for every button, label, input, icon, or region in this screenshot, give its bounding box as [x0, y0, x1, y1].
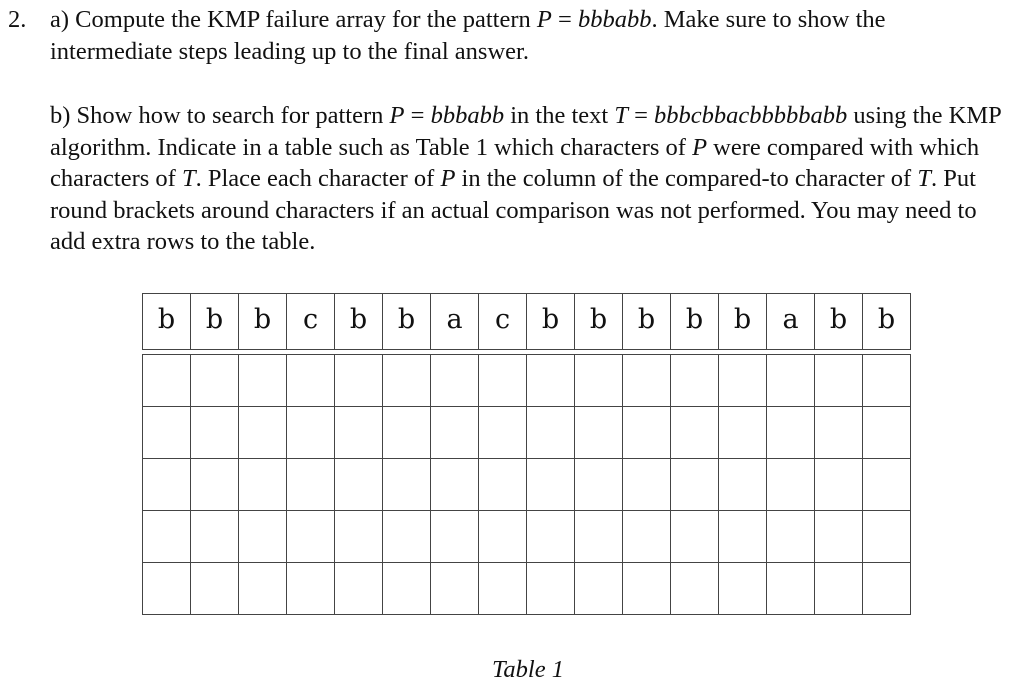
comparison-cell[interactable]: [143, 563, 191, 615]
comparison-cell[interactable]: [671, 355, 719, 407]
comparison-cell[interactable]: [239, 563, 287, 615]
comparison-cell[interactable]: [623, 407, 671, 459]
comparison-row: [143, 459, 911, 511]
comparison-cell[interactable]: [575, 355, 623, 407]
comparison-cell[interactable]: [719, 407, 767, 459]
comparison-cell[interactable]: [863, 459, 911, 511]
comparison-cell[interactable]: [191, 459, 239, 511]
comparison-row: [143, 355, 911, 407]
part-b: [50, 100, 1014, 258]
part-b-text-7: . Put round brackets around characters if an actual comparison was not performed. You may need to add extra rows to the table.: [50, 165, 977, 255]
comparison-cell[interactable]: [335, 407, 383, 459]
kmp-comparison-table: [142, 293, 911, 615]
comparison-cell[interactable]: [767, 355, 815, 407]
comparison-cell[interactable]: [431, 563, 479, 615]
comparison-cell[interactable]: [575, 563, 623, 615]
text-char-cell: b: [383, 294, 431, 350]
comparison-cell[interactable]: [431, 355, 479, 407]
part-b-pattern: bbbabb: [430, 102, 505, 129]
table-caption: Table 1: [492, 656, 564, 683]
comparison-cell[interactable]: [431, 459, 479, 511]
part-b-label: b): [50, 102, 71, 129]
part-b-p-ref-1: P: [692, 133, 708, 161]
text-char-cell: a: [767, 294, 815, 350]
question-2: [8, 4, 1014, 258]
comparison-cell[interactable]: [671, 407, 719, 459]
comparison-cell[interactable]: [335, 563, 383, 615]
comparison-cell[interactable]: [287, 563, 335, 615]
part-a-text-2: . Make sure to show the intermediate steps leading up to the final answer.: [50, 6, 886, 65]
comparison-cell[interactable]: [143, 459, 191, 511]
comparison-cell[interactable]: [239, 355, 287, 407]
comparison-cell[interactable]: [767, 407, 815, 459]
comparison-cell[interactable]: [479, 511, 527, 563]
comparison-cell[interactable]: [719, 511, 767, 563]
comparison-cell[interactable]: [527, 459, 575, 511]
comparison-cell[interactable]: [239, 407, 287, 459]
comparison-cell[interactable]: [719, 563, 767, 615]
comparison-cell[interactable]: [527, 355, 575, 407]
part-b-text-6: in the column of the compared-to character of: [455, 165, 918, 192]
comparison-cell[interactable]: [239, 511, 287, 563]
part-b-t-ref-2: T: [917, 165, 931, 192]
part-a-equals: =: [551, 6, 578, 33]
comparison-cell[interactable]: [815, 511, 863, 563]
comparison-cell[interactable]: [767, 563, 815, 615]
part-b-p-ref-2: P: [440, 165, 456, 192]
comparison-cell[interactable]: [191, 407, 239, 459]
comparison-cell[interactable]: [671, 563, 719, 615]
text-char-cell: b: [719, 294, 767, 350]
comparison-cell[interactable]: [143, 511, 191, 563]
comparison-cell[interactable]: [383, 407, 431, 459]
comparison-cell[interactable]: [527, 407, 575, 459]
comparison-cell[interactable]: [863, 511, 911, 563]
text-char-cell: a: [431, 294, 479, 350]
comparison-cell[interactable]: [287, 407, 335, 459]
text-char-cell: b: [527, 294, 575, 350]
part-b-text-4: were compared with which characters of: [50, 133, 980, 192]
kmp-table-body: [143, 294, 911, 615]
part-a-label: a): [50, 6, 70, 33]
comparison-cell[interactable]: [479, 563, 527, 615]
text-char-cell: b: [815, 294, 863, 350]
comparison-cell[interactable]: [191, 563, 239, 615]
text-char-cell: b: [191, 294, 239, 350]
comparison-cell[interactable]: [527, 511, 575, 563]
comparison-cell[interactable]: [431, 407, 479, 459]
text-row: [143, 294, 911, 350]
comparison-cell[interactable]: [815, 563, 863, 615]
question-number: 2.: [8, 6, 27, 33]
text-char-cell: c: [287, 294, 335, 350]
comparison-cell[interactable]: [287, 511, 335, 563]
part-a: [8, 4, 1014, 67]
comparison-cell[interactable]: [287, 459, 335, 511]
comparison-cell[interactable]: [383, 355, 431, 407]
comparison-cell[interactable]: [671, 511, 719, 563]
comparison-row: [143, 511, 911, 563]
text-char-cell: b: [335, 294, 383, 350]
comparison-cell[interactable]: [719, 355, 767, 407]
comparison-cell[interactable]: [815, 459, 863, 511]
part-a-pattern-var: P: [536, 6, 552, 33]
comparison-row: [143, 407, 911, 459]
text-char-cell: b: [239, 294, 287, 350]
comparison-cell[interactable]: [623, 355, 671, 407]
part-b-equals-2: =: [627, 102, 655, 129]
comparison-cell[interactable]: [863, 355, 911, 407]
comparison-cell[interactable]: [815, 355, 863, 407]
comparison-cell[interactable]: [383, 459, 431, 511]
part-b-equals-1: =: [404, 102, 431, 129]
comparison-cell[interactable]: [719, 459, 767, 511]
comparison-cell[interactable]: [527, 563, 575, 615]
part-b-text-5: . Place each character of: [195, 165, 441, 192]
part-a-text: [50, 4, 1014, 67]
comparison-cell[interactable]: [623, 511, 671, 563]
comparison-cell[interactable]: [143, 407, 191, 459]
comparison-cell[interactable]: [239, 459, 287, 511]
part-b-text-var: T: [614, 102, 628, 129]
text-char-cell: b: [143, 294, 191, 350]
comparison-cell[interactable]: [671, 459, 719, 511]
part-b-text-1: Show how to search for pattern: [76, 102, 390, 129]
comparison-cell[interactable]: [575, 459, 623, 511]
comparison-cell[interactable]: [335, 511, 383, 563]
comparison-cell[interactable]: [479, 355, 527, 407]
comparison-cell[interactable]: [479, 459, 527, 511]
comparison-cell[interactable]: [575, 511, 623, 563]
text-char-cell: b: [671, 294, 719, 350]
comparison-cell[interactable]: [575, 407, 623, 459]
comparison-cell[interactable]: [383, 511, 431, 563]
comparison-cell[interactable]: [143, 355, 191, 407]
comparison-cell[interactable]: [863, 563, 911, 615]
text-char-cell: b: [863, 294, 911, 350]
comparison-cell[interactable]: [431, 511, 479, 563]
comparison-cell[interactable]: [863, 407, 911, 459]
part-b-text-3: using the KMP algorithm. Indicate in a table such as Table 1 which characters of: [50, 102, 1001, 161]
comparison-cell[interactable]: [335, 459, 383, 511]
part-a-text-1: Compute the KMP failure array for the pattern: [75, 6, 537, 33]
text-char-cell: b: [575, 294, 623, 350]
part-b-text-value: bbbcbbacbbbbbabb: [654, 102, 848, 129]
part-a-pattern: bbbabb: [577, 6, 652, 33]
comparison-cell[interactable]: [479, 407, 527, 459]
text-char-cell: c: [479, 294, 527, 350]
comparison-cell[interactable]: [191, 355, 239, 407]
comparison-cell[interactable]: [767, 459, 815, 511]
comparison-cell[interactable]: [383, 563, 431, 615]
part-b-t-ref-1: T: [181, 165, 196, 192]
comparison-cell[interactable]: [815, 407, 863, 459]
comparison-cell[interactable]: [191, 511, 239, 563]
comparison-cell[interactable]: [623, 563, 671, 615]
part-b-text-2: in the text: [504, 102, 615, 129]
comparison-cell[interactable]: [623, 459, 671, 511]
comparison-row: [143, 563, 911, 615]
comparison-cell[interactable]: [287, 355, 335, 407]
part-b-pattern-var: P: [389, 102, 405, 129]
comparison-cell[interactable]: [767, 511, 815, 563]
text-char-cell: b: [623, 294, 671, 350]
comparison-cell[interactable]: [335, 355, 383, 407]
